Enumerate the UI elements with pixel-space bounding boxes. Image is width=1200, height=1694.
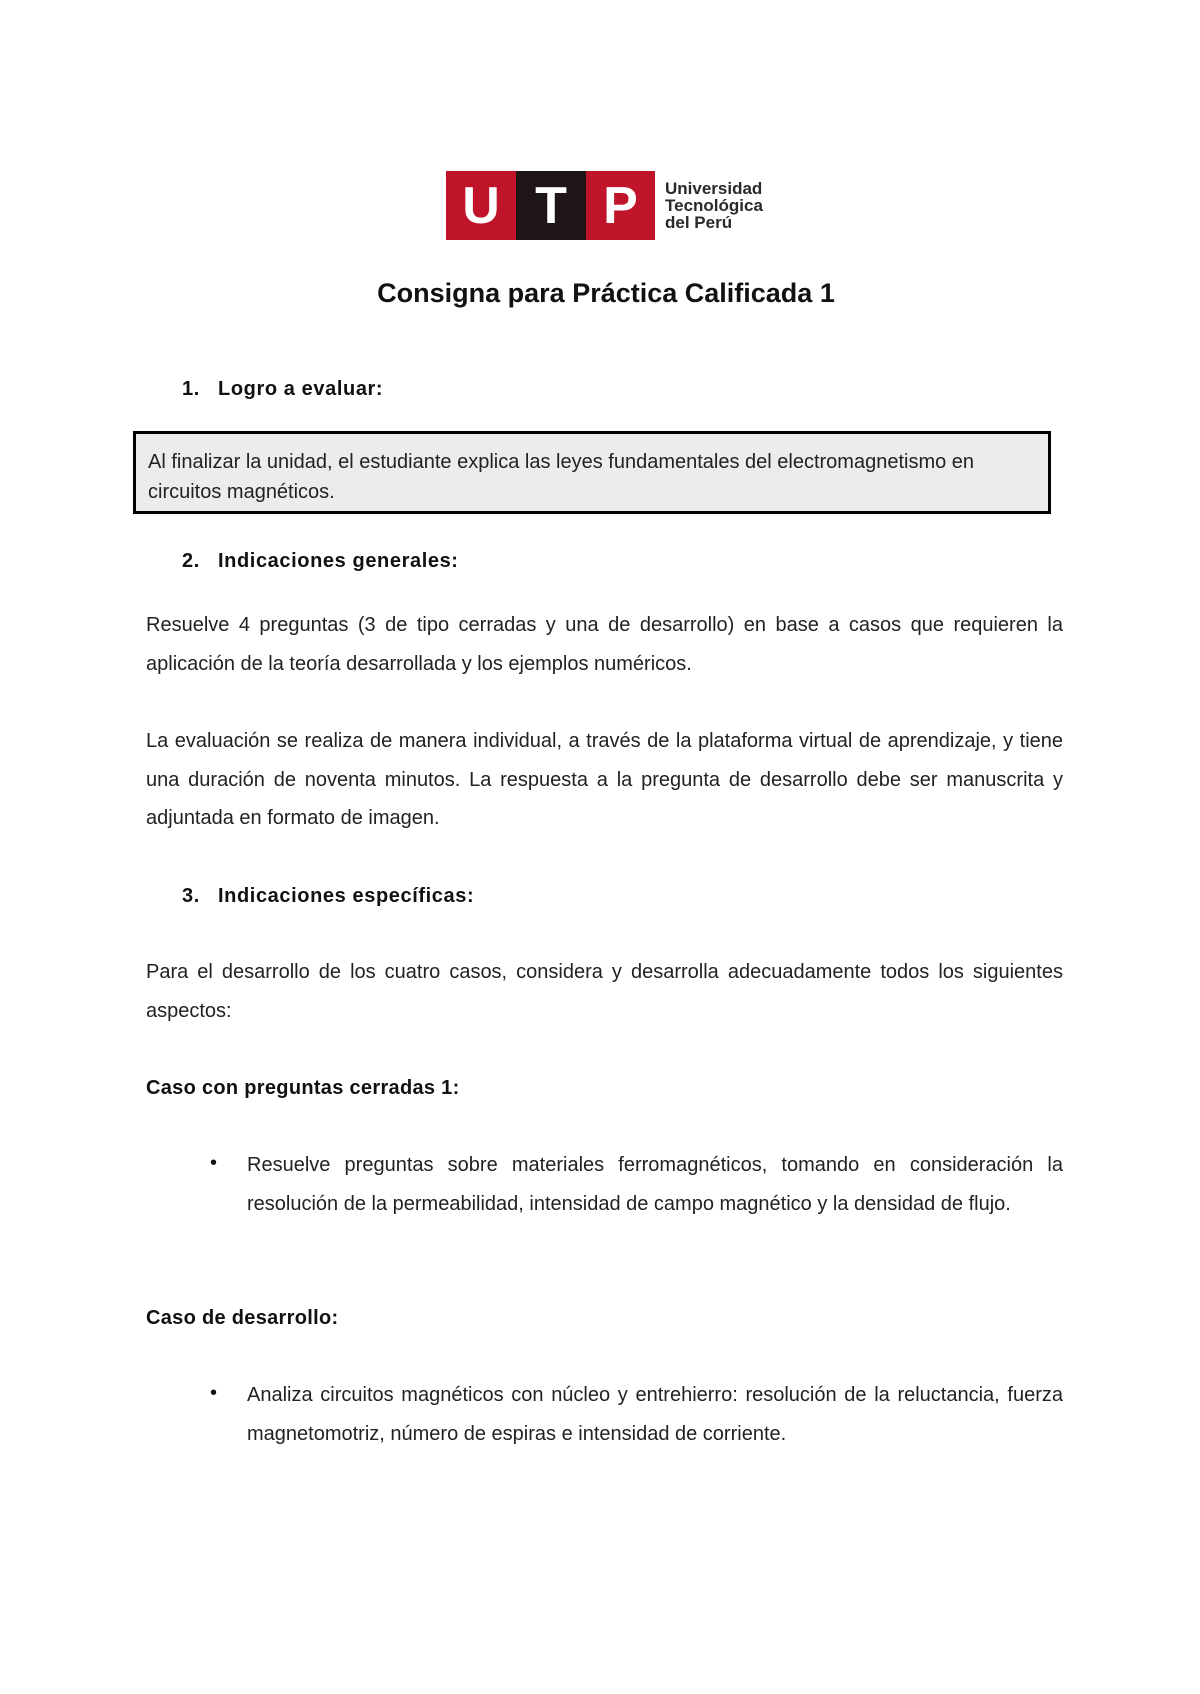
- page-title: Consigna para Práctica Calificada 1: [377, 278, 835, 308]
- section-title: Indicaciones específicas:: [218, 885, 475, 907]
- utp-logo-mark: [446, 171, 655, 240]
- specific-intro: Para el desarrollo de los cuatro casos, considera y desarrolla adecuadamente todos los siguientes aspectos:: [146, 961, 1063, 1022]
- case-2-bullet: Analiza circuitos magnéticos con núcleo y entrehierro: resolución de la reluctancia, fuerza magnetomotriz, número de espiras e intensidad de corriente.: [247, 1384, 1063, 1445]
- case-1-title: Caso con preguntas cerradas 1:: [146, 1077, 460, 1099]
- case-1-bullet: Resuelve preguntas sobre materiales ferromagnéticos, tomando en consideración la resolución de la permeabilidad, intensidad de campo magnético y la densidad de flujo.: [247, 1154, 1063, 1215]
- achievement-box: Al finalizar la unidad, el estudiante explica las leyes fundamentales del electromagnetismo en circuitos magnéticos.: [133, 431, 1051, 514]
- section-heading-1: [182, 378, 383, 401]
- bullet-icon: •: [210, 1382, 218, 1404]
- utp-logo: [446, 171, 763, 240]
- case-2-title: Caso de desarrollo:: [146, 1307, 339, 1329]
- section-heading-3: [182, 885, 474, 908]
- logo-letter-t: T: [516, 171, 586, 240]
- logo-letter-u: U: [446, 171, 516, 240]
- section-number: 3.: [182, 885, 200, 907]
- logo-letter-p: P: [586, 171, 655, 240]
- logo-line-2: Tecnológica: [665, 196, 763, 215]
- logo-line-3: del Perú: [665, 213, 733, 232]
- section-number: 1.: [182, 378, 200, 400]
- section-heading-2: [182, 550, 459, 573]
- section-title: Logro a evaluar:: [218, 378, 384, 400]
- logo-line-1: Universidad: [665, 179, 763, 198]
- general-paragraph-2: La evaluación se realiza de manera individual, a través de la plataforma virtual de aprendizaje, y tiene una duración de noventa minutos. La respuesta a la pregunta de desarrollo debe ser manuscrita y adjuntada en formato de imagen.: [146, 730, 1063, 829]
- logo-wordmark: [665, 180, 763, 231]
- general-paragraph-1: Resuelve 4 preguntas (3 de tipo cerradas y una de desarrollo) en base a casos que requieren la aplicación de la teoría desarrollada y los ejemplos numéricos.: [146, 614, 1063, 675]
- bullet-icon: •: [210, 1152, 218, 1174]
- section-number: 2.: [182, 550, 200, 572]
- section-title: Indicaciones generales:: [218, 550, 459, 572]
